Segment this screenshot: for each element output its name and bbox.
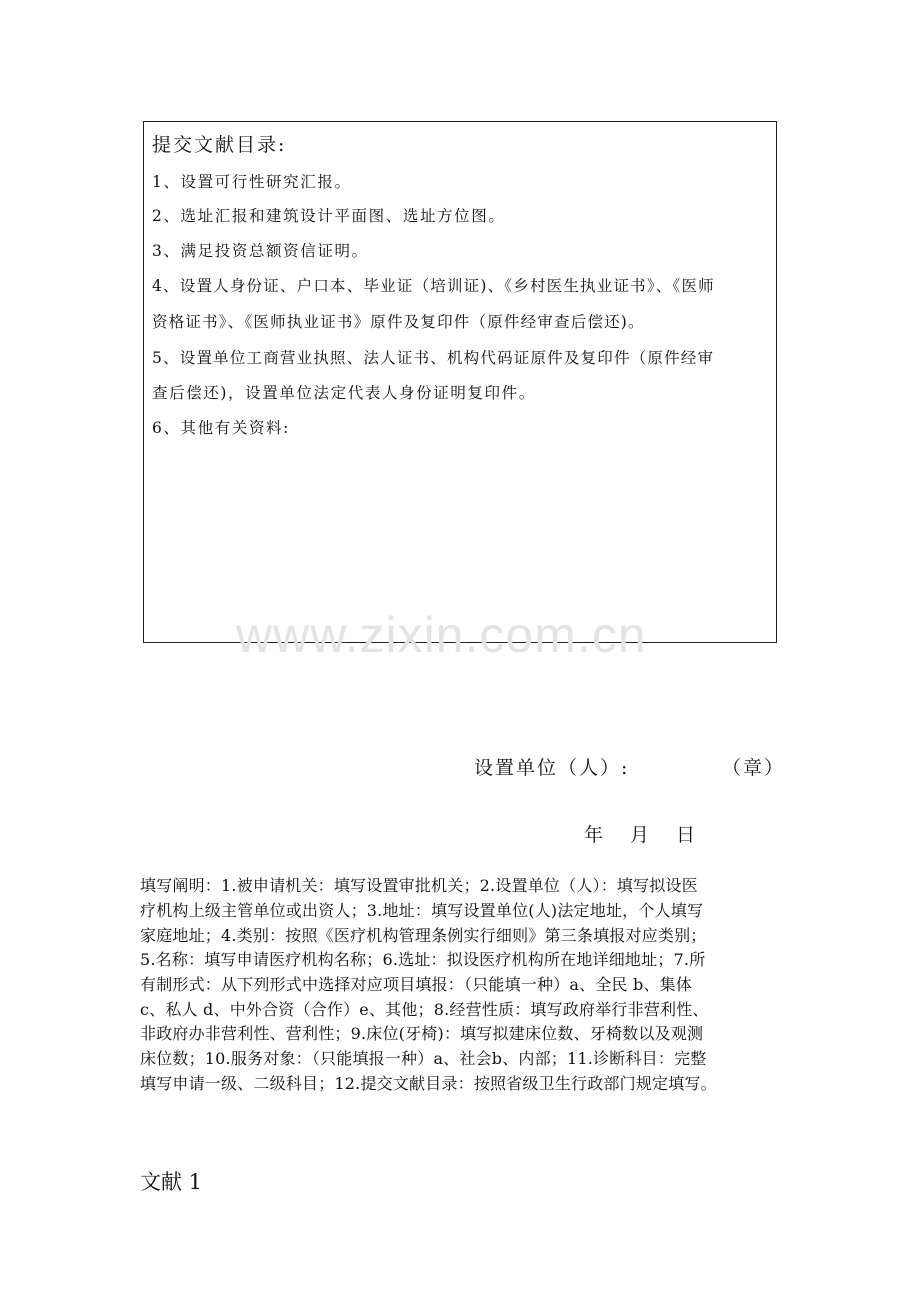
explanation-line: 疗机构上级主管单位或出资人；3.地址：填写设置单位(人)法定地址，个人填写 (140, 901, 704, 920)
explanation-line: 非政府办非营利性、营利性；9.床位(牙椅)：填写拟建床位数、牙椅数以及观测 (140, 1024, 704, 1043)
watermark: www.zixin.com.cn (236, 607, 647, 663)
submitted-documents-box (143, 121, 777, 643)
explanation-line: 床位数；10.服务对象：（只能填报一种）a、社会b、内部；11.诊断科目：完整 (140, 1049, 707, 1068)
explanation-line: 有制形式：从下列形式中选择对应项目填报：（只能填一种）a、全民 b、集体 (140, 975, 693, 994)
explanation-line: 家庭地址；4.类别：按照《医疗机构管理条例实行细则》第三条填报对应类别； (140, 926, 707, 945)
list-item: 5、设置单位工商营业执照、法人证书、机构代码证原件及复印件（原件经审 (152, 349, 715, 367)
box-title: 提交文献目录: (152, 134, 287, 156)
list-item: 2、选址汇报和建筑设计平面图、选址方位图。 (152, 207, 506, 225)
explanation-line: c、私人 d、中外合资（合作）e、其他；8.经营性质：填写政府举行非营利性、 (140, 1000, 709, 1019)
unit-label: 设置单位（人）: (474, 757, 630, 779)
list-item: 3、满足投资总额资信证明。 (152, 242, 369, 260)
explanation-line: 5.名称：填写申请医疗机构名称；6.选址：拟设医疗机构所在地详细地址；7.所 (140, 950, 706, 969)
list-item-cont: 查后偿还)，设置单位法定代表人身份证明复印件。 (152, 384, 536, 402)
explanation-line: 填写阐明：1.被申请机关：填写设置审批机关；2.设置单位（人）：填写拟设医 (140, 876, 698, 895)
document-footer: 文献 1 (140, 1170, 203, 1194)
seal-label: （章） (722, 757, 786, 779)
list-item: 6、其他有关资料: (152, 419, 290, 437)
explanation-line: 填写申请一级、二级科目；12.提交文献目录：按照省级卫生行政部门规定填写。 (140, 1074, 717, 1093)
date-label: 年 月 日 (584, 824, 700, 846)
list-item: 1、设置可行性研究汇报。 (152, 173, 352, 191)
list-item: 4、设置人身份证、户口本、毕业证（培训证)、《乡村医生执业证书》、《医师 (152, 277, 715, 295)
list-item-cont: 资格证书》、《医师执业证书》原件及复印件（原件经审查后偿还)。 (152, 313, 645, 331)
